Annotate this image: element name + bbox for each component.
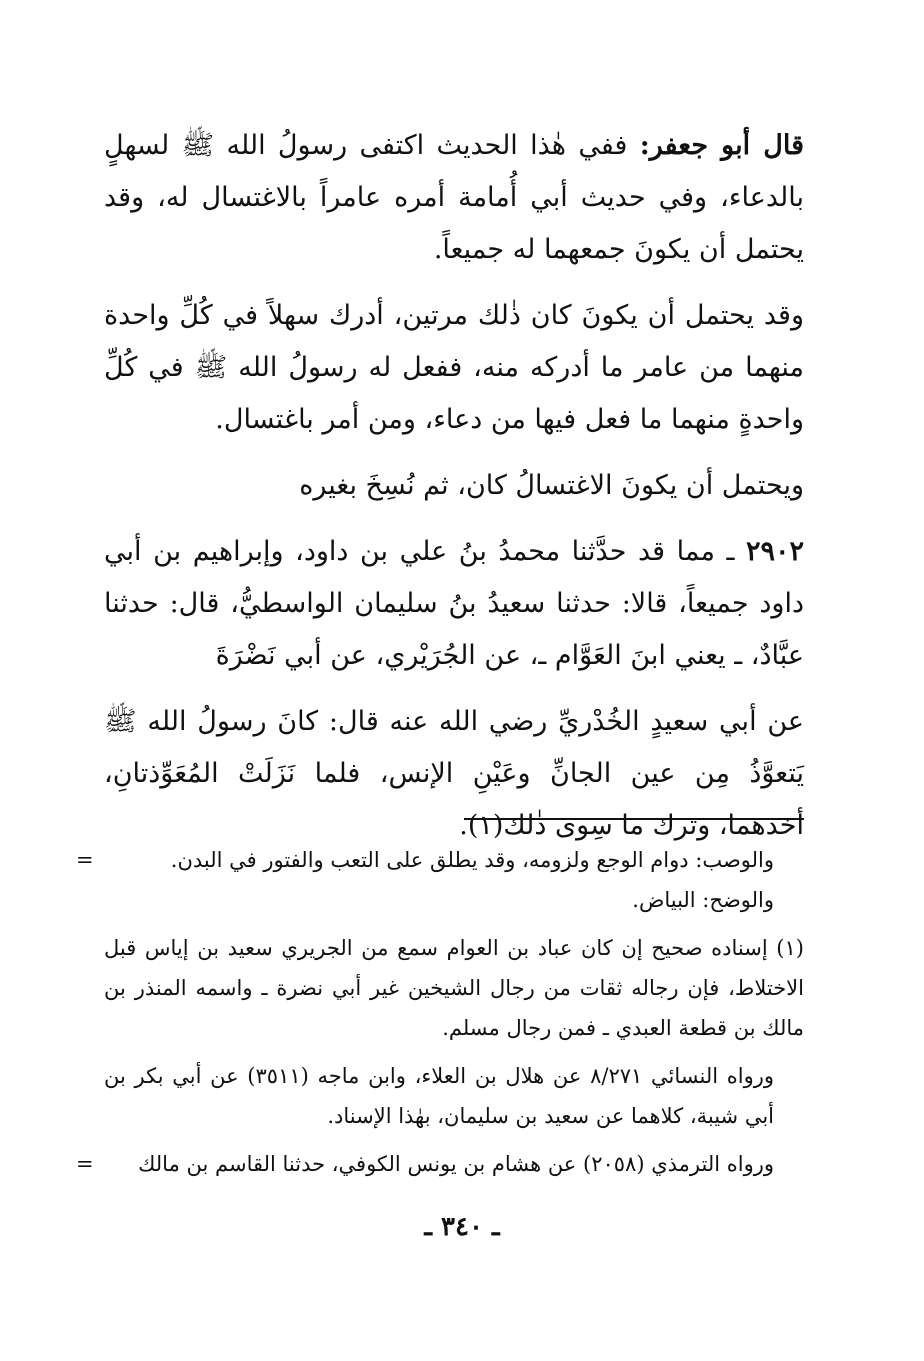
- paragraph-abrogation: ويحتمل أن يكونَ الاغتسالُ كان، ثم نُسِخَ بغيره: [299, 470, 804, 501]
- isnad-text: ـ مما قد حدَّثنا محمدُ بنُ علي بن داود، وإبراهيم بن أبي داود جميعاً، قالا: حدثنا سعيدُ بنُ سليمان الواسطيُّ، قال: حدثنا عبَّادٌ، ـ يعني ابنَ العَوَّام ـ، عن الجُرَيْري، عن أبي نَضْرَةَ: [104, 536, 804, 671]
- continuation-mark: =: [76, 848, 94, 872]
- footnote-1: (١) إسناده صحيح إن كان عباد بن العوام سمع من الجريري سعيد بن إياس قبل الاختلاط، فإن رجاله ثقات من رجال الشيخين غير أبي نضرة ـ واسمه المنذر بن مالك بن قطعة العبدي ـ فمن رجال مسلم.: [104, 936, 804, 1040]
- footnote-separator: [464, 818, 804, 820]
- footnote-line: والوصب: دوام الوجع ولزومه، وقد يطلق على التعب والفتور في البدن.: [170, 848, 774, 872]
- hadith-matn: عن أبي سعيدٍ الخُدْريِّ رضي الله عنه قال: كانَ رسولُ الله ﷺ يَتعوَّذُ مِن عين الجانِّ وعَيْنِ الإنس، فلما نَزَلَتْ المُعَوِّذتانِ، أخذهما، وترك ما سِوى ذٰلك(١).: [104, 706, 804, 841]
- paragraph-possibility: وقد يحتمل أن يكونَ كان ذٰلك مرتين، أدرك سهلاً في كُلِّ واحدة منهما من عامر ما أدركه منه، ففعل له رسولُ الله ﷺ في كُلِّ واحدةٍ منهما ما فعل فيها من دعاء، ومن أمر باغتسال.: [104, 300, 804, 435]
- footnotes: [76, 840, 804, 1192]
- paragraph-commentary: [104, 120, 804, 276]
- hadith-number: ٢٩٠٢: [745, 536, 804, 567]
- footnote-1-tirmidhi: ورواه الترمذي (٢٠٥٨) عن هشام بن يونس الكوفي، حدثنا القاسم بن مالك: [138, 1152, 774, 1176]
- page-number: ـ ٣٤٠ ـ: [424, 1212, 500, 1242]
- footnote-1-tirmidhi-wrap: [76, 1144, 804, 1184]
- footnote-line: والوضح: البياض.: [632, 888, 774, 912]
- speaker-lead: قال أبو جعفر:: [639, 130, 804, 161]
- paragraph-text: ففي هٰذا الحديث اكتفى رسولُ الله ﷺ لسهلٍ بالدعاء، وفي حديث أبي أُمامة أمره عامراً بالاغتسال له، وقد يحتمل أن يكونَ جمعهما له جميعاً.: [104, 130, 804, 265]
- footnote-1-nasai: ورواه النسائي ٨/٢٧١ عن هلال بن العلاء، وابن ماجه (٣٥١١) عن أبي بكر بن أبي شيبة، كلاهما عن سعيد بن سليمان، بهٰذا الإسناد.: [104, 1064, 775, 1128]
- footnote-continuation: [76, 840, 804, 920]
- main-text: [104, 120, 804, 866]
- continuation-mark: =: [76, 1152, 94, 1176]
- hadith-isnad: [104, 526, 804, 682]
